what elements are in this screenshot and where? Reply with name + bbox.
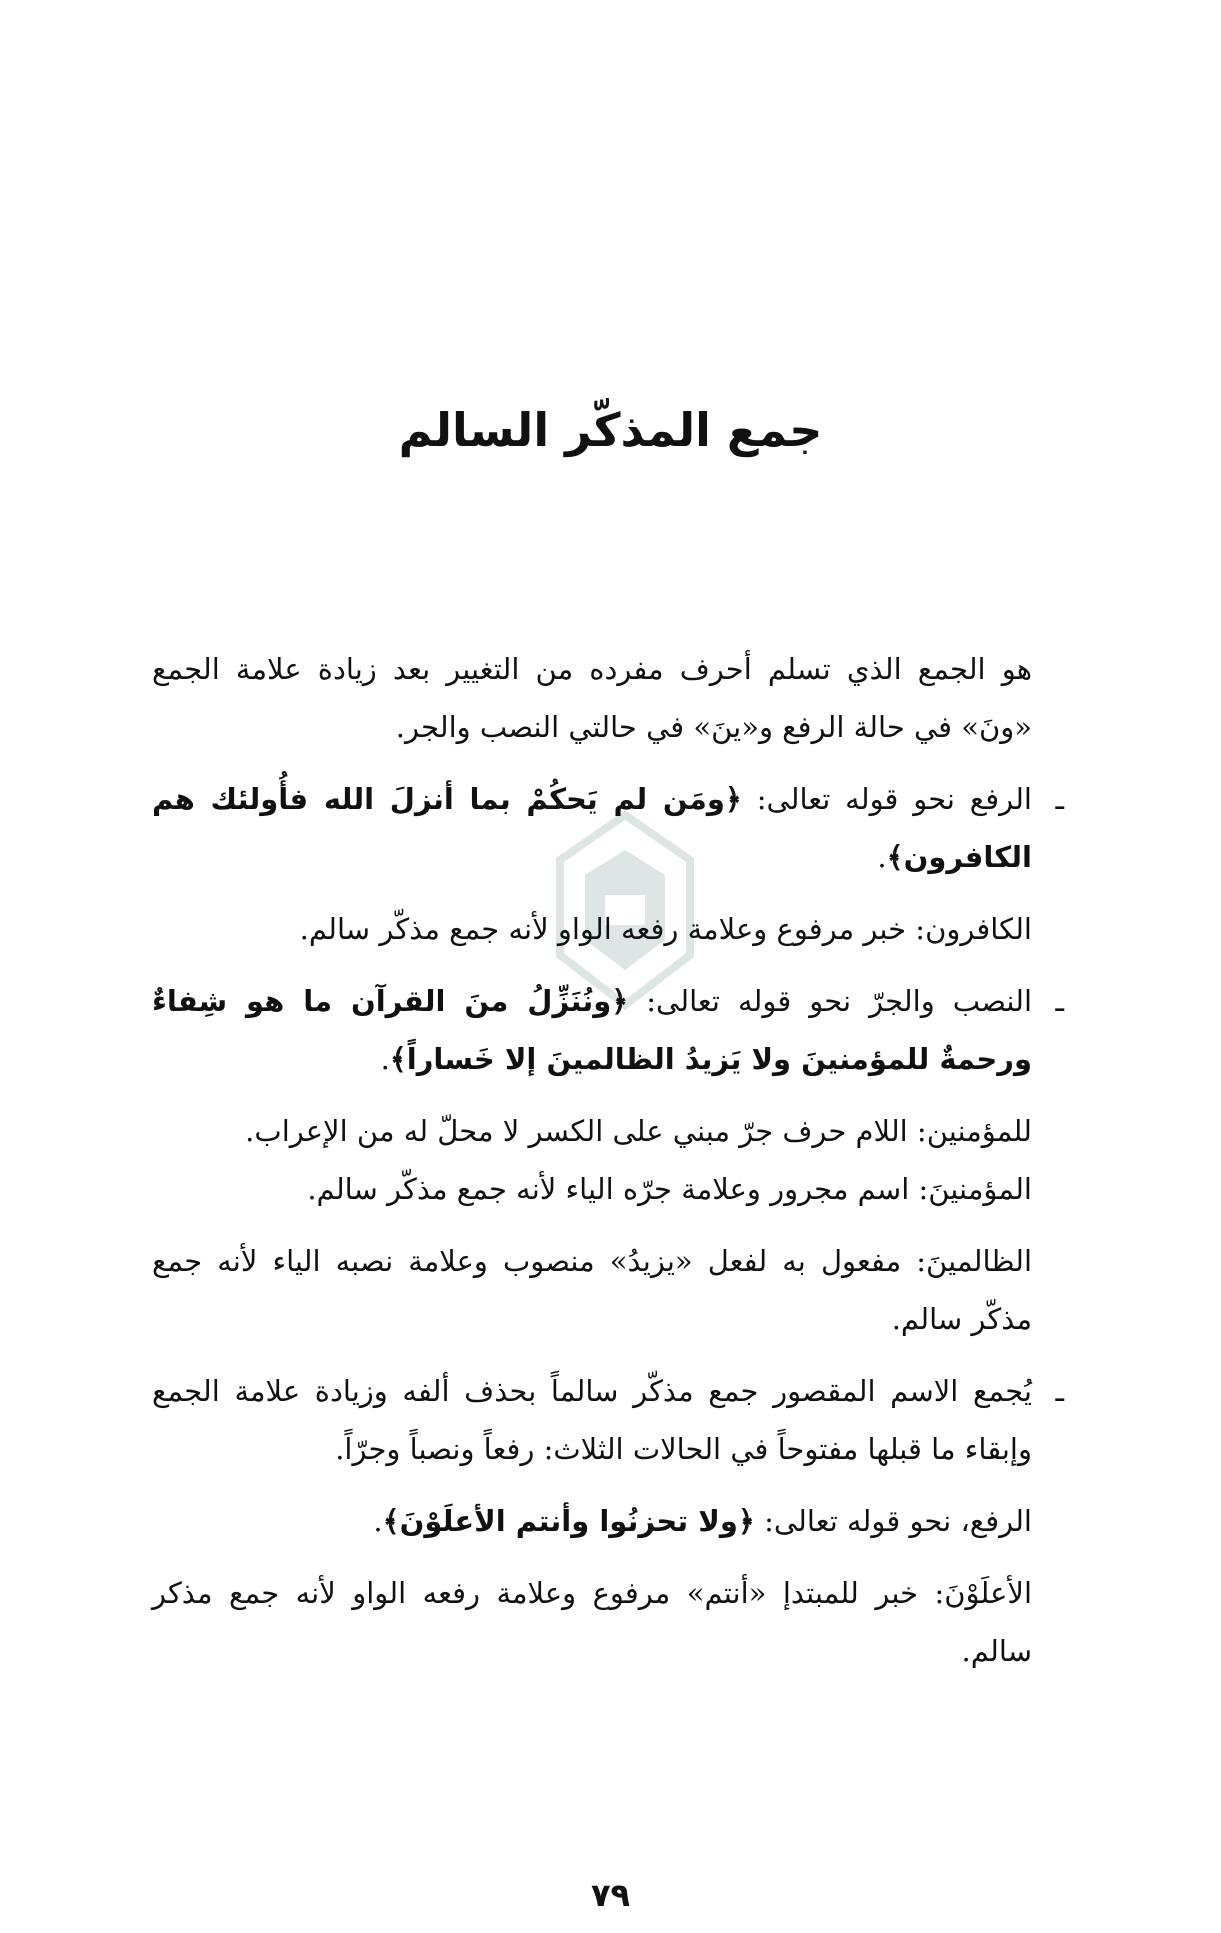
example-nominative bbox=[152, 770, 1064, 886]
example-intro: الرفع نحو قوله تعالى: bbox=[741, 782, 1032, 816]
example-end: . bbox=[373, 1504, 383, 1538]
definition-paragraph bbox=[152, 640, 1032, 756]
page-number: ٧٩ bbox=[590, 1876, 631, 1914]
example-intro: الرفع، نحو قوله تعالى: bbox=[754, 1504, 1032, 1538]
example-accusative-genitive bbox=[152, 972, 1064, 1088]
quran-verse: ﴿ونُنَزِّلُ منَ القرآن ما هو شِفاءٌ ورحمةٌ للمؤمنينَ ولا يَزيدُ الظالمينَ إلا خَساراً﴾ bbox=[152, 984, 1032, 1076]
analysis-zalimin: الظالمينَ: مفعول به لفعل «يزيدُ» منصوب وعلامة نصبه الياء لأنه جمع مذكّر سالم. bbox=[152, 1244, 1032, 1336]
analysis-al-muminin: المؤمنينَ: اسم مجرور وعلامة جرّه الياء لأنه جمع مذكّر سالم. bbox=[307, 1172, 1032, 1206]
example-maqsur bbox=[152, 1492, 1032, 1550]
analysis-muminin bbox=[152, 1102, 1032, 1218]
main-text bbox=[152, 640, 1064, 1694]
bullet-mark: ـ bbox=[1055, 1374, 1064, 1408]
bullet-mark: ـ bbox=[1055, 984, 1064, 1018]
quran-verse: ﴿ومَن لم يَحكُمْ بما أنزلَ الله فأُولئك هم الكافرون﴾ bbox=[152, 782, 1032, 874]
definition-line-2: «ونَ» في حالة الرفع و«ينَ» في حالتي النصب والجر. bbox=[395, 710, 1032, 744]
analysis-lil-muminin: للمؤمنين: اللام حرف جرّ مبني على الكسر لا محلّ له من الإعراب. bbox=[245, 1114, 1032, 1148]
example-end: . bbox=[877, 840, 887, 874]
quran-verse: ﴿ولا تحزنُوا وأنتم الأعلَوْنَ﴾ bbox=[382, 1504, 755, 1538]
analysis-kafirun: الكافرون: خبر مرفوع وعلامة رفعه الواو لأنه جمع مذكّر سالم. bbox=[299, 912, 1032, 946]
example-end: . bbox=[380, 1042, 390, 1076]
rule-maqsur bbox=[152, 1362, 1064, 1478]
definition-line-1: هو الجمع الذي تسلم أحرف مفرده من التغيير بعد زيادة علامة الجمع bbox=[152, 652, 1032, 686]
bullet-mark: ـ bbox=[1055, 782, 1064, 816]
example-intro: النصب والجرّ نحو قوله تعالى: bbox=[628, 984, 1032, 1018]
analysis-alawn: الأعلَوْنَ: خبر للمبتدإ «أنتم» مرفوع وعلامة رفعه الواو لأنه جمع مذكر سالم. bbox=[152, 1576, 1032, 1668]
page-title: جمع المذكّر السالم bbox=[398, 403, 823, 457]
rule-text: يُجمع الاسم المقصور جمع مذكّر سالماً بحذف ألفه وزيادة علامة الجمع وإبقاء ما قبلها مفتوحاً في الحالات الثلاث: رفعاً ونصباً وجرّاً. bbox=[152, 1374, 1032, 1466]
